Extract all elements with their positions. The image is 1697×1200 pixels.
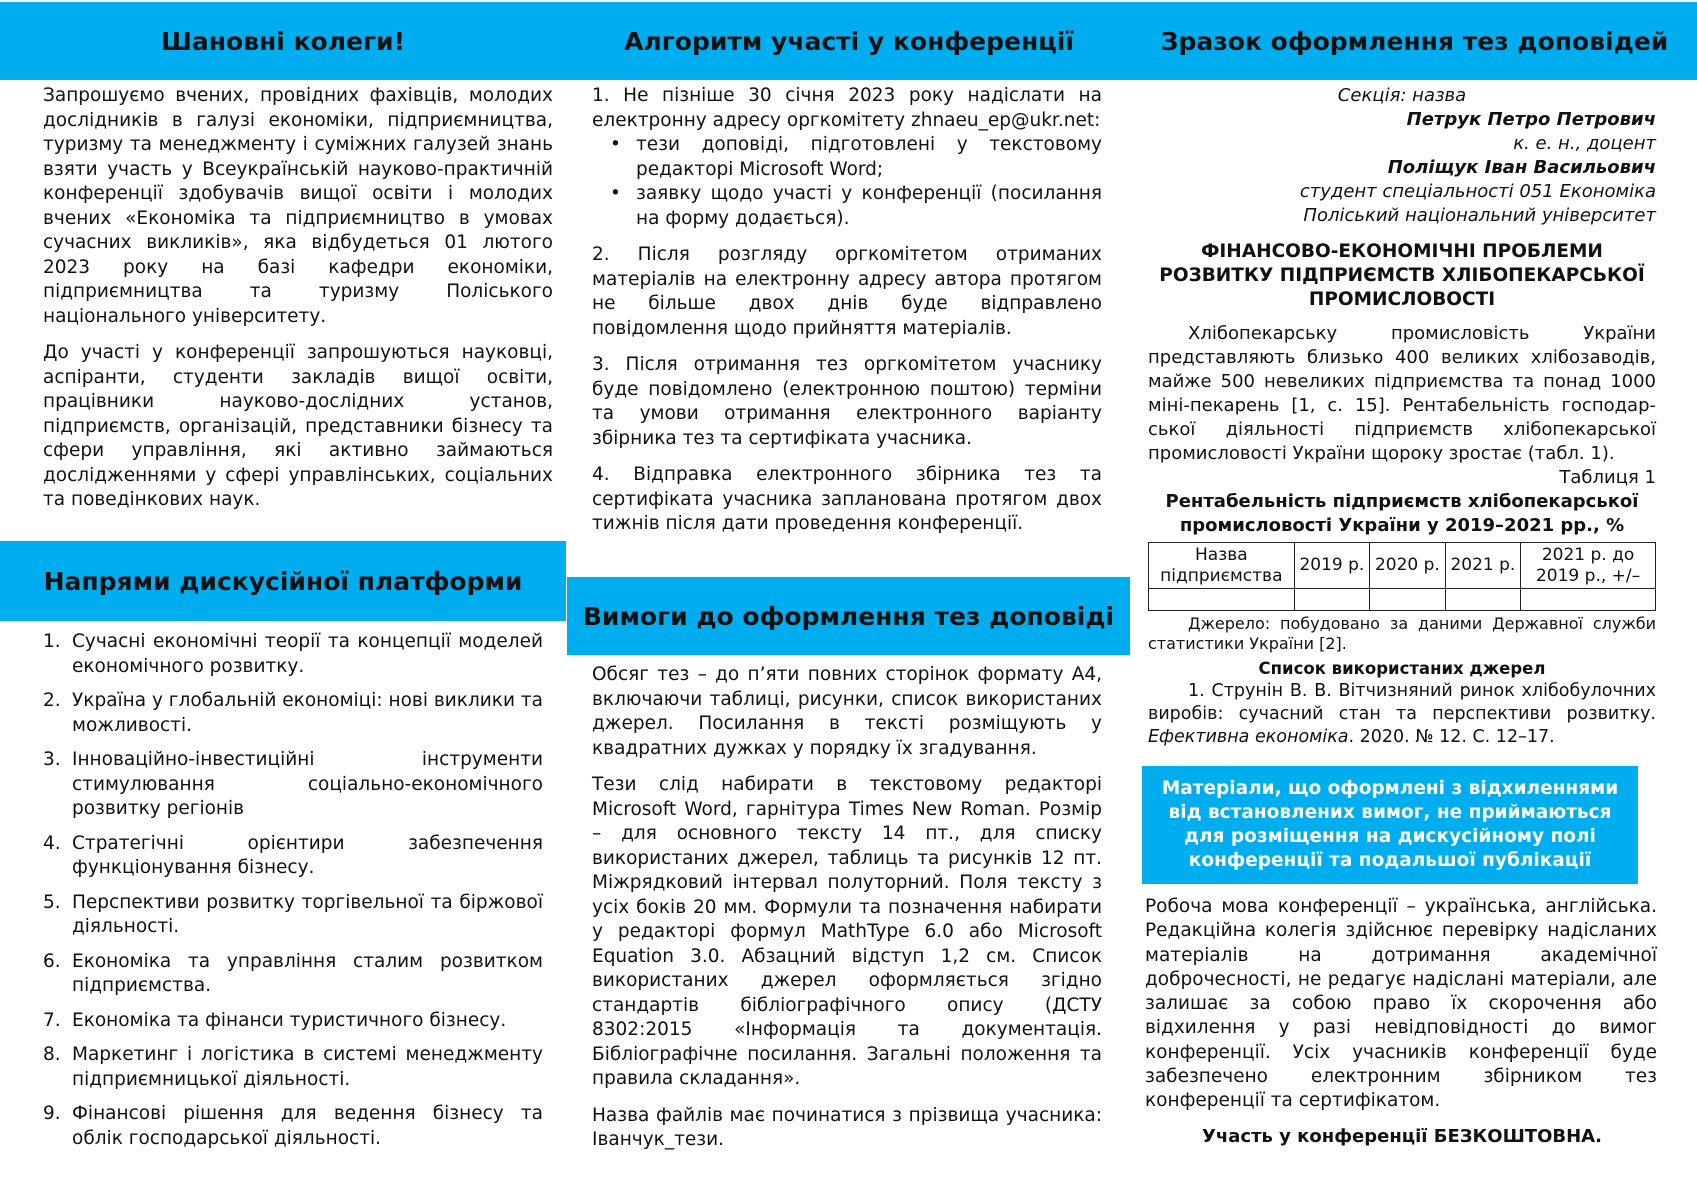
requirements-section — [592, 663, 1102, 1165]
table-cell — [1521, 589, 1656, 611]
topics-list — [43, 630, 543, 1161]
free-participation: Участь у конференції БЕЗКОШТОВНА. — [1202, 1126, 1602, 1147]
table-cell — [1445, 589, 1521, 611]
topic-text: Маркетинг і логістика в системі менеджменту підприємницької діяльності. — [72, 1044, 543, 1090]
bullet-text: заявку щодо участі у конференції (посилання на форму додається). — [636, 183, 1102, 229]
table-caption: Рентабельність підприємств хлібопекарської промисловості України у 2019–2021 рр., % — [1165, 491, 1639, 536]
topic-number: 1. — [43, 631, 61, 652]
author-1-degree: к. е. н., доцент — [1513, 133, 1656, 154]
table-label: Таблиця 1 — [1559, 467, 1656, 488]
table-row — [1149, 589, 1656, 611]
topic-number: 8. — [43, 1044, 61, 1065]
topic-text: Україна у глобальній економіці: нові виклики та можливості. — [72, 690, 543, 736]
algorithm-step-1: 1. Не пізніше 30 січня 2023 року надіслати на електронну адресу оргкомітету zhnaeu_ep@ukr.net: — [592, 85, 1102, 131]
topic-item — [43, 832, 543, 881]
author-2-name: Поліщук Іван Васильович — [1387, 157, 1656, 178]
requirements-header-band — [567, 577, 1130, 655]
table-header-row — [1149, 543, 1656, 589]
algorithm-step-2: 2. Після розгляду оргкомітетом отриманих матеріалів на електронну адресу автора протягом не більше двох днів буде відправлено повідомлення щодо прийняття матеріалів. — [592, 244, 1102, 339]
topic-text: Перспективи розвитку торгівельної та біржової діяльності. — [72, 891, 543, 937]
topic-number: 2. — [43, 690, 61, 711]
bullet-icon: • — [610, 183, 621, 204]
bullet-item — [610, 182, 1102, 231]
university-name: Поліський національний університет — [1303, 205, 1656, 226]
sample-heading: Зразок оформлення тез доповідей — [1160, 26, 1669, 56]
algorithm-heading: Алгоритм участі у конференції — [624, 26, 1074, 56]
author-1-name: Петрук Петро Петрович — [1406, 109, 1656, 130]
topic-text: Економіка та управління сталим розвитком підприємства. — [72, 950, 543, 996]
step-1-bullets — [610, 133, 1102, 231]
section-name: Секція: назва — [1337, 85, 1467, 106]
reference-tail: . 2020. № 12. С. 12–17. — [1348, 727, 1555, 747]
paper-title: ФІНАНСОВО-ЕКОНОМІЧНІ ПРОБЛЕМИ РОЗВИТКУ ПІДПРИЄМСТВ ХЛІБОПЕКАРСЬКОЇ ПРОМИСЛОВОСТІ — [1159, 241, 1645, 310]
topic-number: 7. — [43, 1009, 61, 1031]
notes-paragraph: Робоча мова конференції – українська, англійська. Редакційна колегія здійснює перевірку надісланих матеріалів на дотримання академічної доброчесності, не редагує надіслані матеріали, але залишає за собою право їх скорочення або відхилення у разі невідповідності до вимог конференції. Усіх учасників конференції буде забезпечено електронним збірником тез конференції та сертифікатом. — [1145, 896, 1657, 1112]
reference-journal: Ефективна економіка — [1148, 727, 1349, 747]
table-header-cell: 2019 р. — [1294, 543, 1370, 589]
requirements-paragraph: Обсяг тез – до п’яти повних сторінок формату А4, включаючи таблиці, рисунки, список використаних джерел. Посилання в тексті розміщують у квадратних дужках у порядку їх згадування. — [592, 664, 1102, 759]
sample-header-band — [1132, 2, 1697, 80]
topics-heading: Напрями дискусійної платформи — [43, 566, 523, 596]
topic-number: 4. — [43, 832, 61, 854]
topic-item — [43, 891, 543, 940]
topic-number: 6. — [43, 950, 61, 972]
table-source: Джерело: побудовано за даними Державної служби статистики України [2]. — [1148, 614, 1656, 653]
table-header-cell: Назва підприємства — [1149, 543, 1295, 589]
algorithm-step-4: 4. Відправка електронного збірника тез та сертифіката учасника запланована протягом двох тижнів після дати проведення конференції. — [592, 464, 1102, 534]
table-header-cell: 2021 р. — [1445, 543, 1521, 589]
bullet-text: тези доповіді, підготовлені у текстовому редакторі Microsoft Word; — [636, 134, 1102, 180]
topic-text: Інноваційно-інвестиційні інструменти стимулювання соціально-економічного розвитку регіонів — [72, 749, 543, 819]
algorithm-step-3: 3. Після отримання тез оргкомітетом учаснику буде повідомлено (електронною поштою) терміни та умови отримання електронного варіанту збірника тез та сертифіката учасника. — [592, 354, 1102, 449]
sample-table — [1148, 542, 1656, 611]
topic-item — [43, 689, 543, 738]
table-header-cell: 2020 р. — [1370, 543, 1446, 589]
topic-number: 9. — [43, 1103, 61, 1124]
author-2-status: студент спеціальності 051 Економіка — [1299, 181, 1656, 202]
topics-header-band — [0, 541, 566, 621]
topic-item — [43, 748, 543, 822]
reference-item — [1148, 680, 1656, 749]
topic-item — [43, 1102, 543, 1151]
reference-main: 1. Струнін В. В. Вітчизняний ринок хлібобулочних виробів: сучасний стан та перспективи розвитку. — [1148, 681, 1656, 724]
topic-item — [43, 1043, 543, 1092]
topic-text: Стратегічні орієнтири забезпечення функціонування бізнесу. — [72, 832, 543, 878]
algorithm-section — [592, 84, 1102, 549]
algorithm-header-band — [566, 2, 1132, 80]
topic-item — [43, 1009, 543, 1034]
topic-number: 5. — [43, 891, 61, 913]
table-header-cell: 2021 р. до 2019 р., +/– — [1521, 543, 1656, 589]
topic-text: Фінансові рішення для ведення бізнесу та облік господарської діяльності. — [72, 1103, 543, 1149]
warning-text: Матеріали, що оформлені з відхиленнями від встановлених вимог, не приймаються для розміщення на дискусійному полі конференції та подальшої публікації — [1161, 778, 1619, 871]
greeting-header-band — [0, 2, 566, 80]
table-cell — [1370, 589, 1446, 611]
warning-box — [1142, 766, 1638, 884]
topic-item — [43, 630, 543, 679]
intro-paragraph: Запрошуємо вчених, провідних фахівців, молодих дослідників в галузі економіки, підприємництва, туризму та менеджменту і суміжних галузей знань взяти участь у Всеукраїнській науково-практичній конференції здобувачів вищої освіти і молодих вчених «Економіка та підприємництво в умовах сучасних викликів», яка відбудеться 01 лютого 2023 року на базі кафедри економіки, підприємництва та туризму Поліського національного університету. — [43, 85, 553, 327]
requirements-heading: Вимоги до оформлення тез доповіді — [582, 601, 1115, 631]
table-cell — [1149, 589, 1295, 611]
sample-abstract — [1148, 84, 1656, 749]
conference-notes — [1145, 895, 1657, 1126]
topic-item — [43, 950, 543, 999]
references-title: Список використаних джерел — [1258, 659, 1546, 678]
intro-section — [43, 84, 553, 525]
requirements-paragraph: Назва файлів має починатися з прізвища учасника: Іванчук_тези. — [592, 1104, 1102, 1150]
bullet-icon: • — [610, 134, 621, 155]
paper-body: Хлібопекарську промисловість України представляють близько 400 великих хлібозаводів, майже 500 невеликих підприємства та понад 1000 міні-пекарень [1, с. 15]. Рентабельність господар-ської діяльності підприємств хлібопекарської промисловості України щороку зростає (табл. 1). — [1148, 323, 1656, 464]
topic-text: Сучасні економічні теорії та концепції моделей економічного розвитку. — [72, 631, 543, 677]
greeting-heading: Шановні колеги! — [161, 26, 405, 56]
topic-text: Економіка та фінанси туристичного бізнесу. — [72, 1009, 507, 1031]
requirements-paragraph: Тези слід набирати в текстовому редакторі Microsoft Word, гарнітура Times New Roman. Розмір – для основного тексту 14 пт., для списку використаних джерел, таблиць та рисунків 12 пт. Міжрядковий інтервал полуторний. Поля тексту з усіх боків 20 мм. Формули та позначення набирати у редакторі формул MathType 6.0 або Microsoft Equation 3.0. Абзацний відступ 1,2 см. Список використаних джерел оформляється згідно стандартів бібліографічного опису (ДСТУ 8302:2015 «Інформація та документація. Бібліографічне посилання. Загальні положення та правила складання». — [592, 774, 1102, 1089]
bullet-item — [610, 133, 1102, 182]
intro-paragraph: До участі у конференції запрошуються науковці, аспіранти, студенти закладів вищої освіти, працівники науково-дослідних установ, підприємств, організацій, представники бізнесу та сфери управління, які активно займаються дослідженнями у сфері управлінських, соціальних та поведінкових наук. — [43, 342, 553, 510]
topic-number: 3. — [43, 749, 61, 770]
table-cell — [1294, 589, 1370, 611]
